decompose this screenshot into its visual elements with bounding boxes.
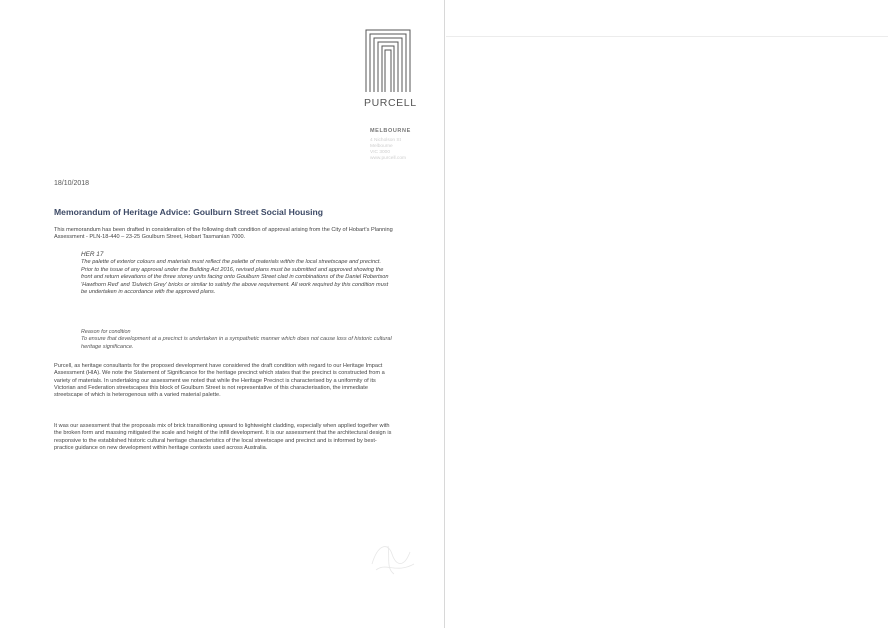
conclusion-paragraph: It was our assessment that the proposals mix of brick transitioning upward to lightweight cladding, especially when applied together with the broken form and massing mitigated the scale and height of the infill development. It is our assessment that the architectural design is responsive to the established historic cultural heritage characteristics of the local streetscape and precinct and is informed by best-practice guidance on new development within heritage contexts used across Australia.	[54, 423, 392, 451]
assessment-paragraph: Purcell, as heritage consultants for the proposed development have considered the draft condition with regard to our Heritage Impact Assessment (HIA). We note the Statement of Significance for the heritage precinct which states that the precinct is constructed from a variety of materials. In undertaking our assessment we noted that while the Heritage Precinct is characterised by a uniformity of its Victorian and Federation streetscapes this block of Goulburn Street is not representative of this characterisation, the immediate streetscape of which is heterogenous with a varied material palette.	[54, 363, 385, 399]
brand-wordmark: PURCELL	[364, 97, 417, 109]
office-address-line: Melbourne	[370, 144, 393, 149]
signature-mark-icon	[366, 534, 424, 580]
condition-text: The palette of exterior colours and materials must reflect the palette of materials within the local streetscape and precinct. Prior to the issue of any approval under the Building Act 2016, revised plans must be submitted and approved showing the front and return elevations of the three storey units facing onto Goulburn Street clad in combinations of the Daniel Robertson 'Hawthorn Red' and 'Dulwich Grey' bricks or similar to satisfy the above requirement. All work required by this condition must be undertaken in accordance with the approved plans.	[81, 259, 389, 296]
memo-title: Memorandum of Heritage Advice: Goulburn Street Social Housing	[54, 207, 323, 217]
office-address	[370, 128, 440, 162]
page-right-rule	[446, 36, 888, 37]
reason-label: Reason for condition	[81, 329, 131, 335]
page-divider	[444, 0, 445, 628]
condition-label: HER 17	[81, 251, 104, 258]
document-date: 18/10/2018	[54, 180, 90, 187]
intro-paragraph: This memorandum has been drafted in consideration of the following draft condition of approval arising from the City of Hobart's Planning Assessment - PLN-18-440 – 23-25 Goulburn Street, Hobart Tasmanian 7000.	[54, 227, 393, 241]
office-address-line: VIC 3000	[370, 150, 391, 155]
reason-block	[81, 329, 393, 351]
condition-block	[81, 251, 393, 297]
office-address-line: 4 Nicholson St	[370, 138, 401, 143]
document-page-right	[446, 0, 888, 628]
office-city: MELBOURNE	[370, 128, 411, 134]
reason-text: To ensure that development at a precinct is undertaken in a sympathetic manner which does not cause loss of historic cultural heritage significance.	[81, 336, 392, 350]
office-website: www.purcell.com	[370, 156, 406, 161]
archway-logo-icon	[364, 28, 412, 92]
